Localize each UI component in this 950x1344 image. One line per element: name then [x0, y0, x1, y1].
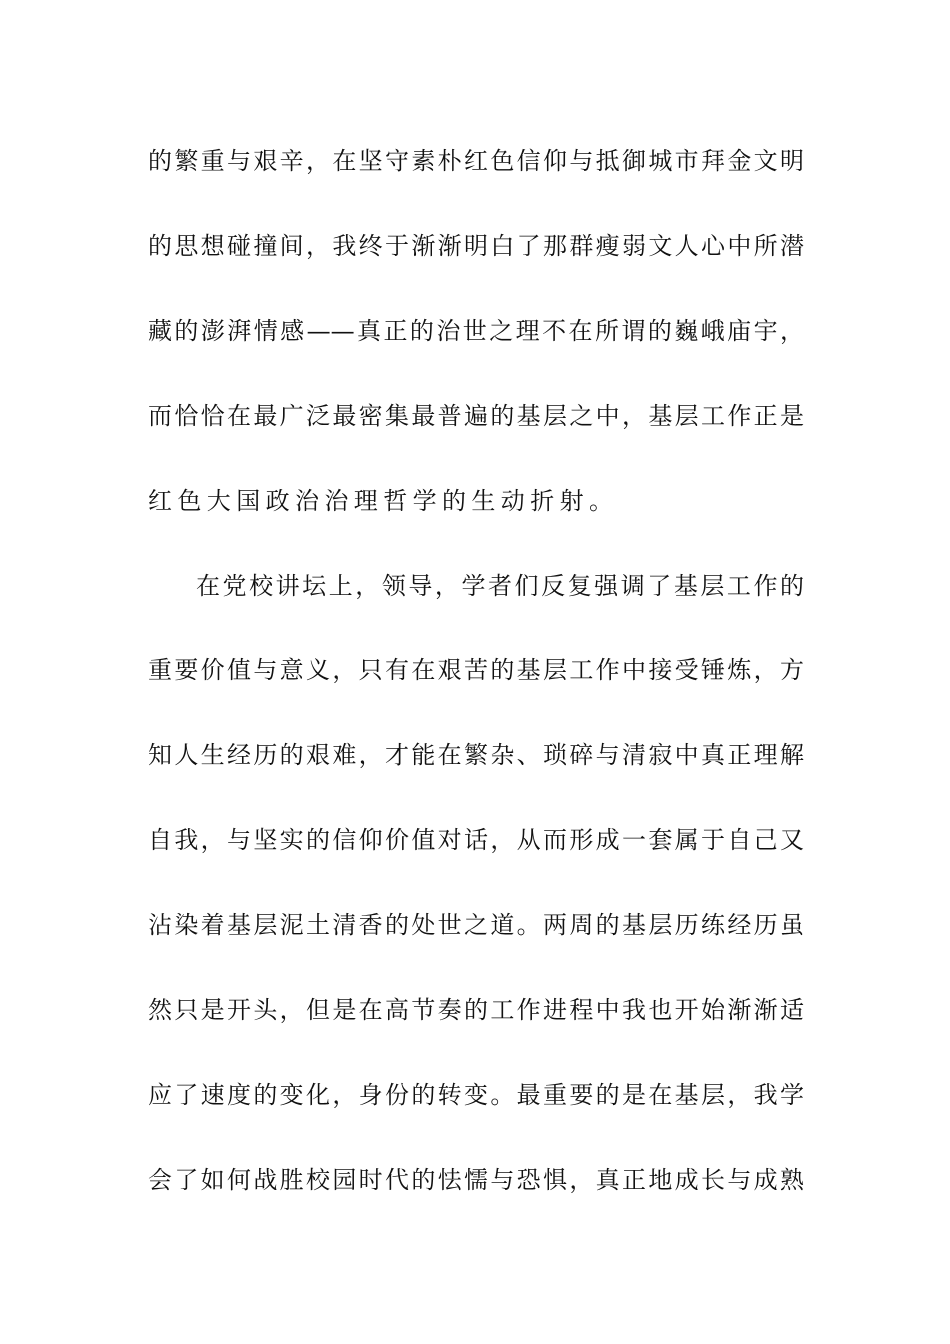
paragraph-line: 而恰恰在最广泛最密集最普遍的基层之中，基层工作正是: [148, 402, 804, 430]
paragraph-line: 然只是开头，但是在高节奏的工作进程中我也开始渐渐适: [148, 996, 804, 1024]
paragraph-line: 自我，与坚实的信仰价值对话，从而形成一套属于自己又: [148, 826, 804, 854]
paragraph-line: 应了速度的变化，身份的转变。最重要的是在基层，我学: [148, 1081, 804, 1109]
paragraph-line: 知人生经历的艰难，才能在繁杂、琐碎与清寂中真正理解: [148, 741, 804, 769]
paragraph-line: 的繁重与艰辛，在坚守素朴红色信仰与抵御城市拜金文明: [148, 147, 804, 175]
paragraph-line: 红色大国政治治理哲学的生动折射。: [148, 487, 619, 515]
paragraph-first-line: 在党校讲坛上，领导，学者们反复强调了基层工作的: [196, 572, 804, 600]
paragraph-line: 沾染着基层泥土清香的处世之道。两周的基层历练经历虽: [148, 911, 804, 939]
paragraph-line: 会了如何战胜校园时代的怯懦与恐惧，真正地成长与成熟: [148, 1166, 804, 1194]
paragraph-line: 的思想碰撞间，我终于渐渐明白了那群瘦弱文人心中所潜: [148, 232, 804, 260]
paragraph-line: 藏的澎湃情感——真正的治世之理不在所谓的巍峨庙宇，: [148, 317, 804, 345]
paragraph-line: 重要价值与意义，只有在艰苦的基层工作中接受锤炼，方: [148, 656, 804, 684]
